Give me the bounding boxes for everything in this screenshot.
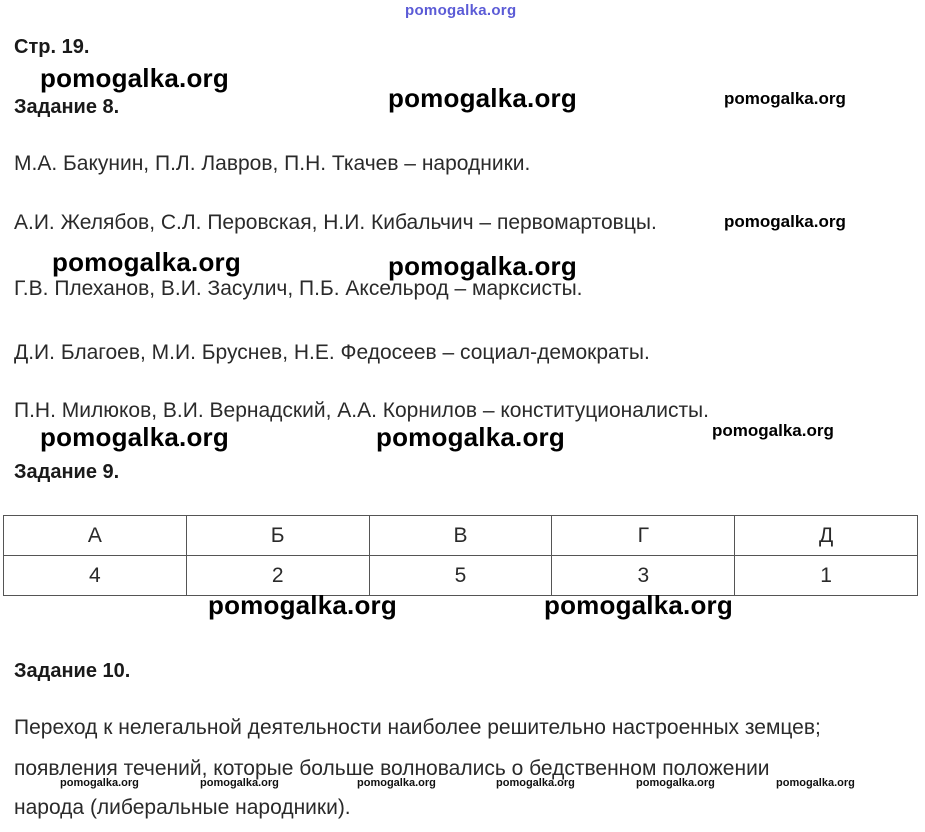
table-cell: 2 — [186, 556, 369, 596]
watermark: pomogalka.org — [712, 421, 834, 440]
watermark: pomogalka.org — [376, 422, 565, 452]
watermark: pomogalka.org — [724, 212, 846, 231]
table-cell: 5 — [369, 556, 552, 596]
table-cell: 4 — [4, 556, 187, 596]
task8-line: Г.В. Плеханов, В.И. Засулич, П.Б. Аксельрод – марксисты. — [14, 277, 583, 300]
task10-line: появления течений, которые больше волновались о бедственном положении — [14, 757, 770, 780]
task8-line: Д.И. Благоев, М.И. Бруснев, Н.Е. Федосеев – социал-демократы. — [14, 341, 650, 364]
task10-line: Переход к нелегальной деятельности наиболее решительно настроенных земцев; — [14, 716, 821, 739]
watermark: pomogalka.org — [52, 247, 241, 277]
page-label: Стр. 19. — [14, 36, 90, 58]
watermark: pomogalka.org — [636, 777, 715, 789]
task10-line: народа (либеральные народники). — [14, 796, 351, 819]
task8-heading: Задание 8. — [14, 96, 120, 118]
table-header-cell: В — [369, 516, 552, 556]
table-header-cell: Д — [735, 516, 918, 556]
watermark: pomogalka.org — [357, 777, 436, 789]
answer-table — [3, 515, 918, 596]
watermark: pomogalka.org — [40, 63, 229, 93]
task8-line: П.Н. Милюков, В.И. Вернадский, А.А. Корнилов – конституционалисты. — [14, 399, 709, 422]
watermark: pomogalka.org — [724, 89, 846, 108]
task10-heading: Задание 10. — [14, 660, 131, 682]
task9-heading: Задание 9. — [14, 461, 120, 483]
watermark: pomogalka.org — [388, 83, 577, 113]
watermark: pomogalka.org — [40, 422, 229, 452]
watermark: pomogalka.org — [208, 590, 397, 620]
watermark: pomogalka.org — [776, 777, 855, 789]
watermark: pomogalka.org — [60, 777, 139, 789]
watermark: pomogalka.org — [200, 777, 279, 789]
watermark: pomogalka.org — [388, 251, 577, 281]
table-row — [4, 556, 918, 596]
watermark: pomogalka.org — [496, 777, 575, 789]
table-header-cell: Б — [186, 516, 369, 556]
table-cell: 3 — [552, 556, 735, 596]
table-header-cell: Г — [552, 516, 735, 556]
task8-line: А.И. Желябов, С.Л. Перовская, Н.И. Кибальчич – первомартовцы. — [14, 211, 657, 234]
table-header-cell: А — [4, 516, 187, 556]
table-cell: 1 — [735, 556, 918, 596]
task8-line: М.А. Бакунин, П.Л. Лавров, П.Н. Ткачев – народники. — [14, 152, 531, 175]
watermark-top: pomogalka.org — [405, 2, 517, 19]
table-header-row — [4, 516, 918, 556]
watermark: pomogalka.org — [544, 590, 733, 620]
